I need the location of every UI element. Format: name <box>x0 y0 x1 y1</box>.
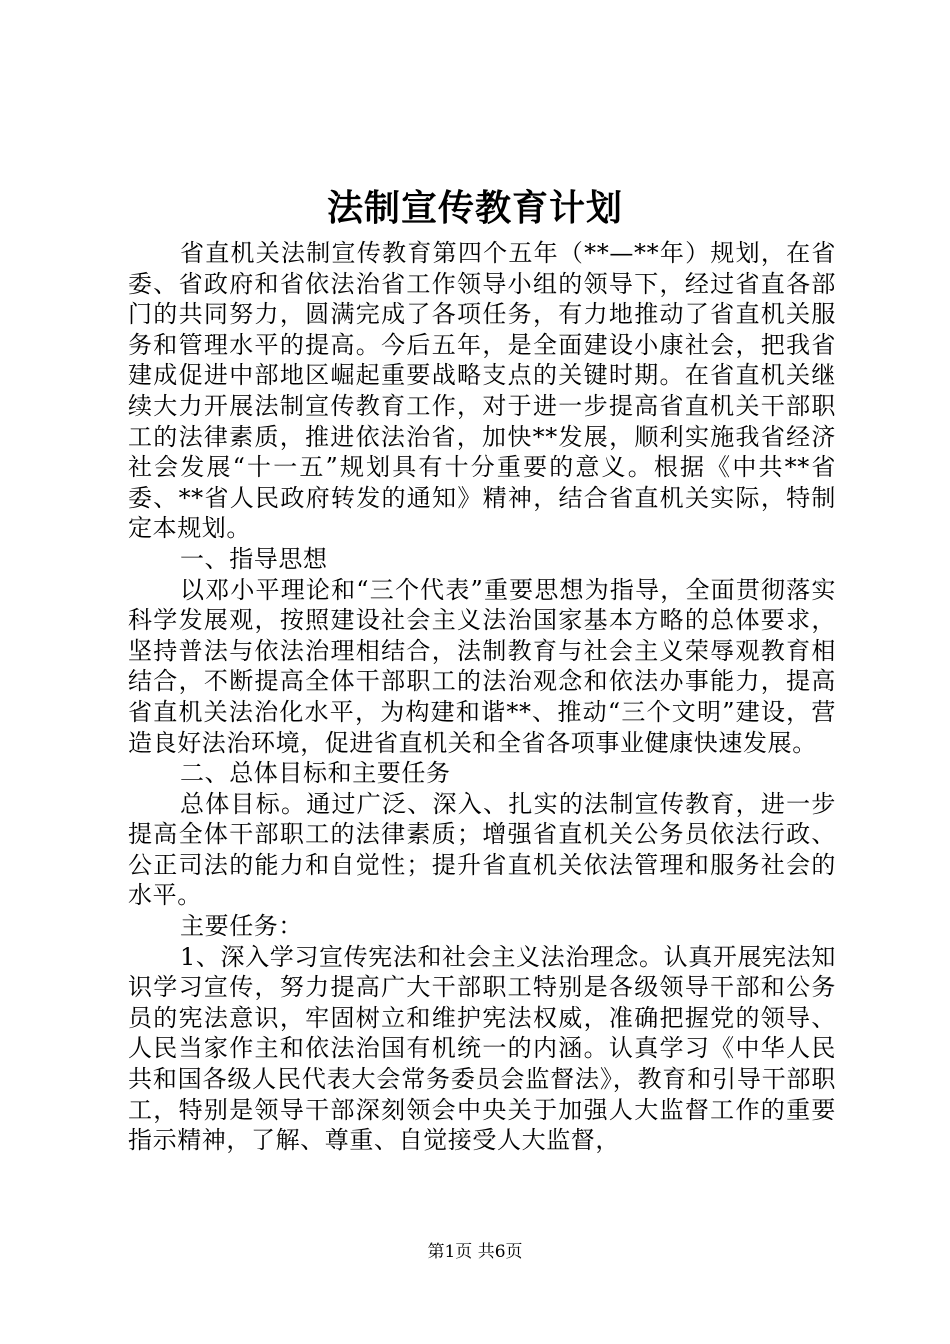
paragraph-task-1: 1、深入学习宣传宪法和社会主义法治理念。认真开展宪法知识学习宣传，努力提高广大干部职工特别是各级领导干部和公务员的宪法意识，牢固树立和维护宪法权威，准确把握党的领导、人民当家作主和依法治国有机统一的内涵。认真学习《中华人民共和国各级人民代表大会常务委员会监督法》，教育和引导干部职工，特别是领导干部深刻领会中央关于加强人大监督工作的重要指示精神，了解、尊重、自觉接受人大监督， <box>128 942 836 1155</box>
paragraph-intro: 省直机关法制宣传教育第四个五年（**—**年）规划，在省委、省政府和省依法治省工作领导小组的领导下，经过省直各部门的共同努力，圆满完成了各项任务，有力地推动了省直机关服务和管理水平的提高。今后五年，是全面建设小康社会，把我省建成促进中部地区崛起重要战略支点的关键时期。在省直机关继续大力开展法制宣传教育工作，对于进一步提高省直机关干部职工的法律素质，推进依法治省，加快**发展，顺利实施我省经济社会发展“十一五”规划具有十分重要的意义。根据《中共**省委、**省人民政府转发的通知》精神，结合省直机关实际，特制定本规划。 <box>128 239 836 543</box>
page-footer: 第1页 共6页 <box>427 1242 523 1262</box>
page-title: 法制宣传教育计划 <box>326 187 623 229</box>
paragraph-overall-goal: 总体目标。通过广泛、深入、扎实的法制宣传教育，进一步提高全体干部职工的法律素质；增强省直机关公务员依法行政、公正司法的能力和自觉性；提升省直机关依法管理和服务社会的水平。 <box>128 789 836 910</box>
section-heading-goals-tasks: 二、总体目标和主要任务 <box>180 759 451 788</box>
subheading-main-tasks: 主要任务： <box>180 912 303 941</box>
section-heading-guiding-thought: 一、指导思想 <box>180 544 328 573</box>
document-body <box>128 238 836 1156</box>
paragraph-guiding-thought: 以邓小平理论和“三个代表”重要思想为指导，全面贯彻落实科学发展观，按照建设社会主义法治国家基本方略的总体要求，坚持普法与依法治理相结合，法制教育与社会主义荣辱观教育相结合，不断提高全体干部职工的法治观念和依法办事能力，提高省直机关法治化水平，为构建和谐**、推动“三个文明”建设，营造良好法治环境，促进省直机关和全省各项事业健康快速发展。 <box>128 575 836 757</box>
